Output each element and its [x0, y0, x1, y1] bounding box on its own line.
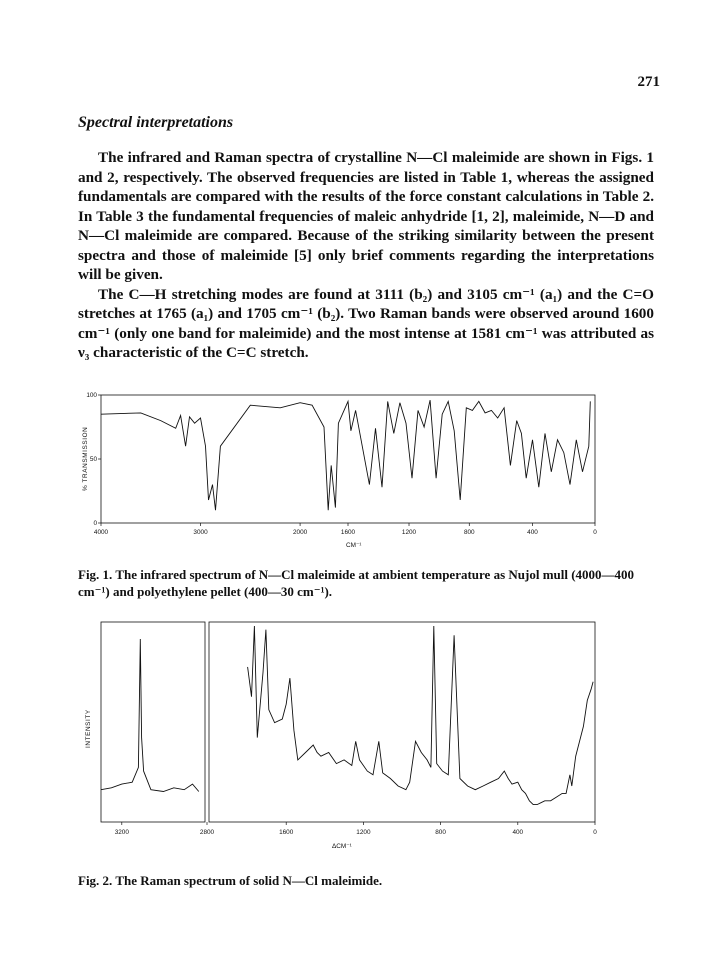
ir-y-tick-label: 50	[89, 456, 97, 464]
ir-x-tick-label: 2000	[292, 529, 308, 536]
ir-x-tick-label: 4000	[93, 529, 109, 536]
raman-spectrum-line-left	[101, 639, 199, 792]
ir-spectrum-chart	[78, 383, 618, 555]
raman-x-ticks	[115, 822, 598, 836]
raman-y-axis-label: INTENSITY	[85, 709, 92, 748]
raman-x-tick-label: 800	[435, 829, 446, 836]
ir-x-axis-label: CM⁻¹	[346, 542, 362, 549]
figure-1-ir-spectrum	[78, 383, 618, 555]
raman-x-axis-label: ΔCM⁻¹	[332, 843, 352, 850]
raman-x-tick-label: 1600	[279, 829, 294, 836]
ir-plot-frame	[101, 395, 595, 523]
ir-x-tick-label: 1200	[401, 529, 417, 536]
raman-x-tick-label: 3200	[114, 829, 129, 836]
paragraph-1: The infrared and Raman spectra of crystalline N—Cl maleimide are shown in Figs. 1 and 2, respectively. The observed frequencies are listed in Table 1, whereas the assigned fundamentals are compared with the results of the force constant calculations in Table 2. In Table 3 the fundamental frequencies of maleic anhydride [1, 2], maleimide, N—D and N—Cl maleimide are compared. Because of the striking similarity between the present spectra and those of maleimide [5] only brief comments regarding the interpretations will be given.	[78, 149, 654, 283]
raman-x-tick-label: 2800	[199, 829, 215, 836]
ir-x-tick-label: 1600	[340, 529, 356, 536]
raman-x-tick-label: 1200	[356, 829, 371, 836]
raman-spectrum-line-right	[248, 626, 593, 805]
ir-x-tick-label: 400	[527, 529, 538, 536]
ir-x-tick-label: 3000	[193, 529, 208, 536]
raman-x-tick-label: 0	[593, 829, 597, 836]
ir-x-tick-label: 0	[593, 529, 597, 536]
ir-spectrum-line	[101, 400, 590, 510]
ir-y-axis-label: % TRANSMISSION	[82, 426, 89, 491]
ir-y-tick-label: 100	[86, 392, 97, 400]
raman-panel-left	[101, 622, 205, 822]
section-heading: Spectral interpretations	[78, 114, 234, 131]
figure-2-raman-spectrum	[78, 612, 618, 862]
paragraph-2: The C—H stretching modes are found at 3111 (b₂) and 3105 cm⁻¹ (a₁) and the C=O stretches at 1765 (a₁) and 1705 cm⁻¹ (b₂). Two Raman bands were observed around 1600 cm⁻¹ (only one band for maleimide) and the most intense at 1581 cm⁻¹ was attributed as ν₃ characteristic of the C=C stretch.	[78, 285, 654, 361]
page-number: 271	[637, 74, 660, 90]
ir-x-ticks	[94, 523, 597, 536]
figure-1-caption: Fig. 1. The infrared spectrum of N—Cl maleimide at ambient temperature as Nujol mull (4000—400 cm⁻¹) and polyethylene pellet (400—30 cm⁻¹).	[78, 567, 635, 599]
figure-2-caption: Fig. 2. The Raman spectrum of solid N—Cl maleimide.	[78, 873, 383, 888]
ir-y-tick-label: 0	[93, 520, 97, 528]
raman-spectrum-chart	[78, 612, 618, 862]
ir-x-tick-label: 800	[463, 529, 475, 536]
raman-x-tick-label: 400	[512, 829, 524, 836]
body-text	[78, 148, 654, 363]
